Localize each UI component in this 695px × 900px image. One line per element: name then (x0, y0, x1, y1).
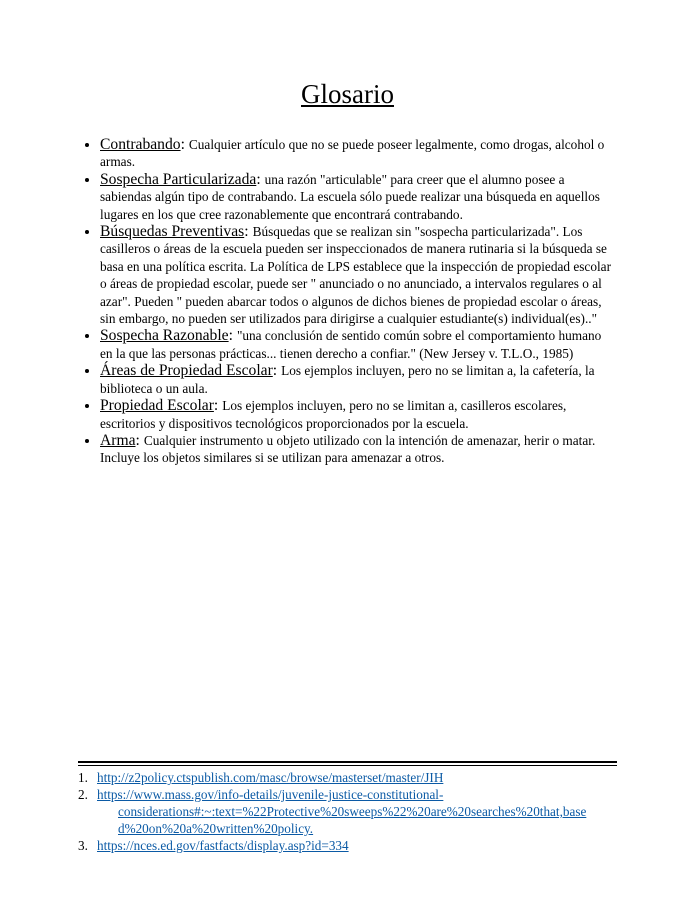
glossary-definition: una razón "articulable" para creer que el alumno posee a sabiendas algún tipo de contrabando. La escuela sólo puede realizar una búsqueda en aquellos lugares en los que cree razonablemente que encontrará contrabando. (100, 171, 600, 222)
glossary-definition: Los ejemplos incluyen, pero no se limitan a, casilleros escolares, escritorios y dispositivos tecnológicos proporcionados por la escuela. (100, 398, 567, 431)
glossary-item-areas-propiedad-escolar (100, 362, 617, 397)
footnote-number: 3. (78, 838, 88, 853)
glossary-term: Búsquedas Preventivas (100, 223, 245, 241)
glossary-term: Sospecha Razonable (100, 327, 229, 345)
footnote-link[interactable] (97, 769, 617, 786)
footnote-link-text: https://www.mass.gov/info-details/juvenile-justice-constitutional- (97, 787, 444, 802)
glossary-definition: Cualquier artículo que no se puede poseer legalmente, como drogas, alcohol o armas. (100, 137, 605, 170)
term-separator: : (228, 327, 233, 345)
glossary-term: Contrabando (100, 136, 181, 153)
term-separator: : (272, 362, 278, 380)
glossary-item-sospecha-razonable (100, 327, 617, 362)
glossary-definition: Los ejemplos incluyen, pero no se limitan a, la cafetería, la biblioteca o un aula. (100, 363, 595, 396)
footnote-link-text: considerations#:~:text=%22Protective%20sweeps%22%20are%20searches%20that,base (118, 804, 587, 819)
glossary-definition: Búsquedas que se realizan sin "sospecha particularizada". Los casilleros o áreas de la escuela pueden ser inspeccionados de manera rutinaria si la búsqueda se basa en una política escrita. La Política de LPS establece que la inspección de propiedad escolar o áreas de propiedad escolar, puede ser " anunciado o no anunciado, a intervalos regulares o al azar". Pueden " pueden abarcar todos o algunos de dichos bienes de propiedad escolar o áreas, sin embargo, no pueden ser utilizados para dirigirse a cualquier estudiante(s) individual(es).." (100, 224, 611, 327)
footnotes-section (78, 761, 617, 854)
term-separator: : (256, 170, 261, 188)
footnote-link[interactable] (97, 837, 617, 854)
glossary-item-sospecha-particularizada (100, 171, 617, 223)
footnote-link[interactable] (97, 786, 617, 837)
footnote-item (78, 769, 617, 786)
glossary-definition: "una conclusión de sentido común sobre el comportamiento humano en la que las personas prácticas... tienen derecho a confiar." (New Jersey v. T.L.O., 1985) (100, 328, 602, 361)
footnote-link-text: http://z2policy.ctspublish.com/masc/browse/masterset/master/JIH (97, 770, 444, 785)
footnote-number: 2. (78, 787, 88, 802)
page-title: Glosario (301, 79, 394, 109)
glossary-item-propiedad-escolar (100, 397, 617, 432)
term-separator: : (213, 397, 219, 415)
footnote-item (78, 786, 617, 837)
footnote-number: 1. (78, 770, 88, 785)
glossary-term: Áreas de Propiedad Escolar (100, 362, 273, 380)
glossary-list (78, 136, 617, 467)
footnote-list (78, 769, 617, 854)
glossary-definition: Cualquier instrumento u objeto utilizado con la intención de amenazar, herir o matar. Incluye los objetos similares si se utilizan para amenazar a otros. (100, 432, 596, 466)
glossary-item-arma (100, 432, 617, 467)
glossary-term: Propiedad Escolar (100, 397, 214, 415)
footnote-link-text: d%20on%20a%20written%20policy. (118, 821, 314, 836)
glossary-term: Sospecha Particularizada (100, 170, 257, 188)
term-separator: : (180, 136, 185, 153)
term-separator: : (135, 431, 140, 449)
glossary-item-busquedas-preventivas (100, 223, 617, 327)
footnote-item (78, 837, 617, 854)
glossary-term: Arma (100, 431, 136, 449)
footnote-separator (78, 761, 617, 766)
footnote-link-text: https://nces.ed.gov/fastfacts/display.asp?id=334 (97, 838, 349, 853)
glossary-item-contrabando (100, 136, 617, 171)
term-separator: : (244, 223, 249, 241)
